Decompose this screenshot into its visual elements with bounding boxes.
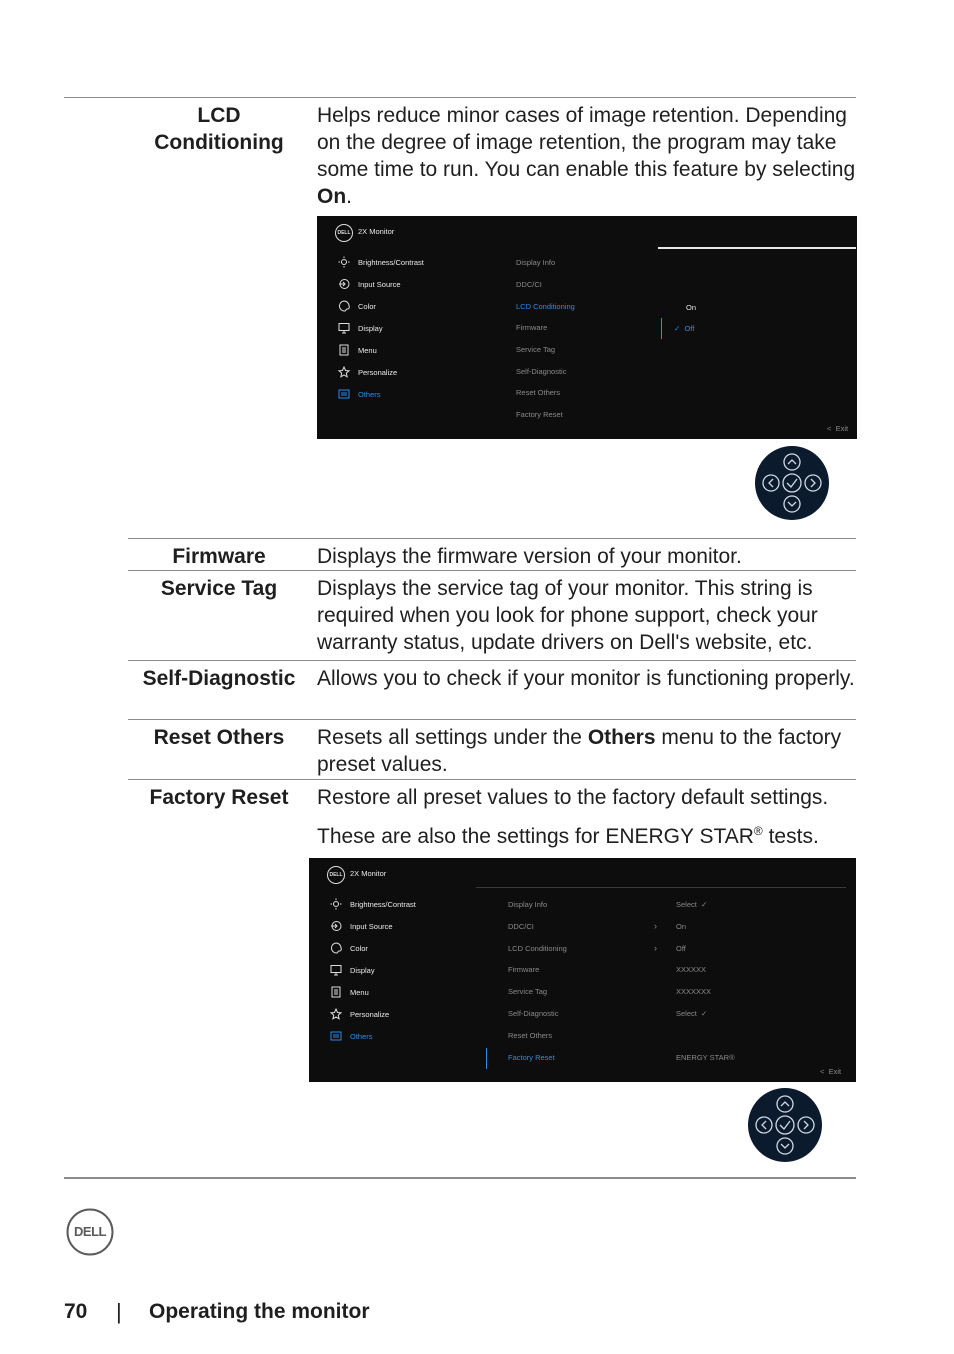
footer-separator: | [116,1299,122,1324]
osd-menu-item-menu: Menu [350,988,369,997]
osd-sub-firmware: Firmware [508,965,540,974]
osd-screenshot-lcd-conditioning [317,216,857,439]
brightness-icon [330,898,342,910]
term-self-diagnostic: Self-Diagnostic [142,667,296,690]
osd-exit: < Exit [827,424,849,433]
brightness-icon [338,256,350,268]
osd-menu-item-menu: Menu [358,346,377,355]
osd-option-on: On [686,303,697,312]
footer-section-title: Operating the monitor [149,1300,370,1323]
rule-self-diagnostic [128,660,856,661]
chevron-right-icon: › [654,921,657,931]
term-service-tag: Service Tag [160,577,278,600]
osd-menu-item-personalize: Personalize [358,368,398,377]
osd-sub-reset-others: Reset Others [508,1031,553,1040]
desc-factory-reset-2: These are also the settings for ENERGY STAR® tests. [317,824,819,848]
top-rule [64,97,856,98]
osd-sub-lcd-conditioning: LCD Conditioning [516,302,575,311]
term-lcd-conditioning: LCD Conditioning [154,104,284,154]
osd-menu-item-color: Color [358,302,376,311]
term-firmware: Firmware [172,545,266,568]
desc-reset-others: Resets all settings under the Others menu to the factory preset values. [317,726,842,776]
osd-option-off: ✓ Off [674,324,695,333]
osd-sub-factory-reset: Factory Reset [516,410,563,419]
display-icon [338,322,350,334]
osd-menu-item-input-source: Input Source [358,280,401,289]
term-reset-others: Reset Others [153,726,285,749]
osd-title: 2X Monitor [358,227,395,236]
color-icon [338,300,350,312]
osd-value-display-info: Select ✓ [676,900,708,909]
input-source-icon [330,920,342,932]
osd-value-ddc-ci: On [676,922,687,931]
osd-menu-item-brightness-contrast: Brightness/Contrast [350,900,416,909]
osd-exit: < Exit [820,1067,842,1076]
osd-sub-ddc-ci: DDC/CI [508,922,534,931]
personalize-star-icon [338,366,350,378]
page-number: 70 [64,1300,88,1323]
menu-icon [330,986,342,998]
joystick-icon [748,1088,822,1162]
osd-menu-item-input-source: Input Source [350,922,393,931]
osd-value-lcd-conditioning: Off [676,944,686,953]
osd-menu-item-color: Color [350,944,368,953]
rule-factory-reset [128,779,856,780]
osd-header-underline [476,887,846,888]
color-icon [330,942,342,954]
osd-menu-item-others: Others [350,1032,373,1041]
osd-selection-bar [661,318,662,339]
input-source-icon [338,278,350,290]
desc-firmware: Displays the firmware version of your monitor. [317,545,742,568]
osd-sub-service-tag: Service Tag [516,345,556,354]
osd-header-underline [658,247,856,249]
term-factory-reset: Factory Reset [149,786,289,809]
osd-sub-display-info: Display Info [508,900,548,909]
others-icon [330,1030,342,1042]
rule-reset-others [128,719,856,720]
dell-logo: DELL [327,866,345,884]
bottom-rule [64,1177,856,1179]
osd-value-factory-reset: ENERGY STAR® [676,1053,735,1062]
personalize-star-icon [330,1008,342,1020]
joystick-icon [755,446,829,520]
osd-menu-item-display: Display [358,324,383,333]
check-icon: ✓ [701,1009,708,1018]
check-icon: ✓ [701,900,708,909]
osd-value-self-diagnostic: Select ✓ [676,1009,708,1018]
dell-logo: DELL [66,1208,114,1256]
osd-value-service-tag: XXXXXXX [676,987,712,996]
osd-value-firmware: XXXXXX [676,965,707,974]
desc-self-diagnostic: Allows you to check if your monitor is functioning properly. [317,667,855,690]
osd-sub-firmware: Firmware [516,323,548,332]
chevron-left-icon: < [820,1067,825,1076]
rule-firmware [128,538,856,539]
osd-selection-bar [486,1048,487,1069]
desc-service-tag: Displays the service tag of your monitor. This string is required when you look for phone support, check your warranty status, update drivers on Dell's website, etc. [317,577,818,654]
osd-menu-item-personalize: Personalize [350,1010,390,1019]
chevron-left-icon: < [827,424,832,433]
desc-factory-reset-1: Restore all preset values to the factory default settings. [317,786,829,809]
menu-icon [338,344,350,356]
dell-logo: DELL [335,224,353,242]
osd-sub-display-info: Display Info [516,258,556,267]
osd-sub-reset-others: Reset Others [516,388,561,397]
osd-title: 2X Monitor [350,869,387,878]
osd-menu-item-display: Display [350,966,375,975]
osd-sub-lcd-conditioning: LCD Conditioning [508,944,567,953]
chevron-right-icon: › [654,943,657,953]
osd-menu-item-brightness-contrast: Brightness/Contrast [358,258,424,267]
rule-service-tag [128,570,856,571]
osd-screenshot-factory-reset [309,858,856,1082]
others-icon [338,388,350,400]
desc-lcd-conditioning: Helps reduce minor cases of image retention. Depending on the degree of image retention, the program may take some time to run. You can enable this feature by selecting On. [317,104,856,208]
osd-sub-self-diagnostic: Self-Diagnostic [516,367,567,376]
display-icon [330,964,342,976]
osd-sub-self-diagnostic: Self-Diagnostic [508,1009,559,1018]
check-icon: ✓ [674,324,681,333]
osd-sub-ddc-ci: DDC/CI [516,280,542,289]
osd-sub-factory-reset: Factory Reset [508,1053,555,1062]
osd-sub-service-tag: Service Tag [508,987,548,996]
osd-menu-item-others: Others [358,390,381,399]
